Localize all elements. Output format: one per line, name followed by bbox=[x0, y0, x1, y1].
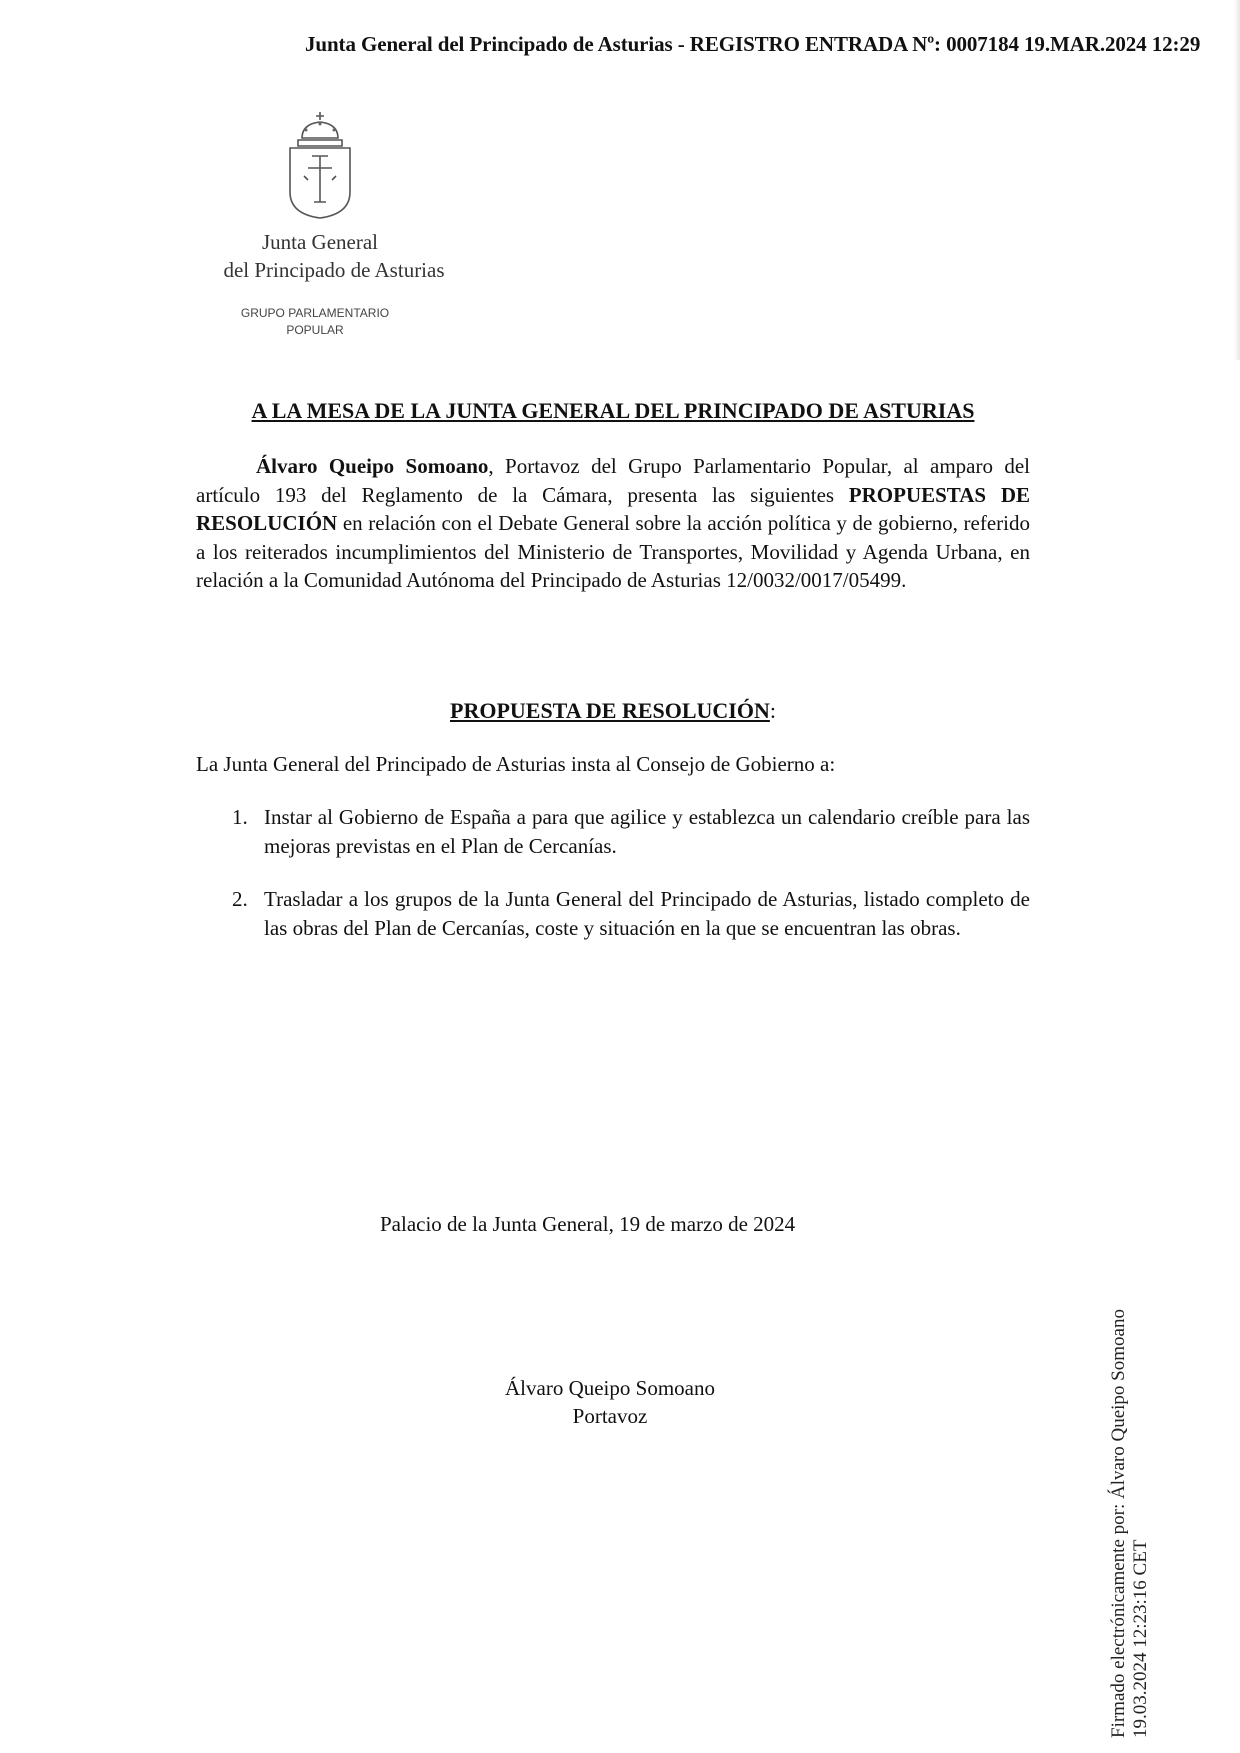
proposal-item-number: 2. bbox=[232, 887, 248, 911]
institution-line-1: Junta General bbox=[261, 230, 379, 254]
body-paragraph bbox=[196, 452, 1030, 595]
coat-of-arms-icon bbox=[282, 110, 358, 220]
signature-block bbox=[460, 1374, 760, 1430]
body-text-1: , Portavoz del Grupo Parlamentario Popular, al amparo del artículo 193 del Reglamento de la Cámara, presenta las siguientes bbox=[196, 454, 1030, 507]
institution-line-2: del Principado de Asturias bbox=[223, 258, 445, 282]
document-heading: A LA MESA DE LA JUNTA GENERAL DEL PRINCIPADO DE ASTURIAS bbox=[251, 398, 975, 423]
place-and-date: Palacio de la Junta General, 19 de marzo de 2024 bbox=[380, 1212, 796, 1236]
proposal-item bbox=[226, 885, 1030, 942]
parliamentary-group bbox=[230, 305, 400, 339]
body-text-2: en relación con el Debate General sobre la acción política y de gobierno, referido a los reiterados incumplimientos del Ministerio de Transportes, Movilidad y Agenda Urbana, en relación a la Comunidad Autónoma del Principado de Asturias 12/0032/0017/05499. bbox=[196, 511, 1030, 592]
proposal-item-number: 1. bbox=[232, 805, 248, 829]
scan-edge-shadow bbox=[1234, 0, 1240, 360]
proposal-list bbox=[226, 803, 1030, 967]
group-line-2: POPULAR bbox=[286, 323, 344, 337]
electronic-signature-stamp bbox=[1108, 1309, 1152, 1738]
proposal-title bbox=[196, 698, 1030, 724]
proposal-item bbox=[226, 803, 1030, 860]
registry-header: Junta General del Principado de Asturias - REGISTRO ENTRADA Nº: 0007184 19.MAR.2024 12:29 bbox=[305, 32, 1201, 56]
institution-name bbox=[190, 228, 450, 284]
e-signature-line-1: Firmado electrónicamente por: Álvaro Queipo Somoano bbox=[1108, 1309, 1129, 1738]
body-emphasis: PROPUESTAS DE RESOLUCIÓN bbox=[196, 482, 1030, 535]
group-line-1: GRUPO PARLAMENTARIO bbox=[240, 306, 390, 320]
proposal-item-text: Trasladar a los grupos de la Junta General del Principado de Asturias, listado completo de las obras del Plan de Cercanías, coste y situación en la que se encuentran las obras. bbox=[264, 887, 1030, 940]
signatory-name: Álvaro Queipo Somoano bbox=[505, 1376, 715, 1400]
proposal-item-text: Instar al Gobierno de España a para que agilice y establezca un calendario creíble para las mejoras previstas en el Plan de Cercanías. bbox=[264, 805, 1030, 858]
signatory-role: Portavoz bbox=[572, 1404, 648, 1428]
e-signature-line-2: 19.03.2024 12:23:16 CET bbox=[1130, 1539, 1151, 1738]
proposal-intro: La Junta General del Principado de Asturias insta al Consejo de Gobierno a: bbox=[196, 752, 836, 776]
proposal-title-text: PROPUESTA DE RESOLUCIÓN bbox=[450, 698, 770, 723]
proposal-title-colon: : bbox=[769, 698, 776, 723]
author-name: Álvaro Queipo Somoano bbox=[256, 454, 489, 478]
